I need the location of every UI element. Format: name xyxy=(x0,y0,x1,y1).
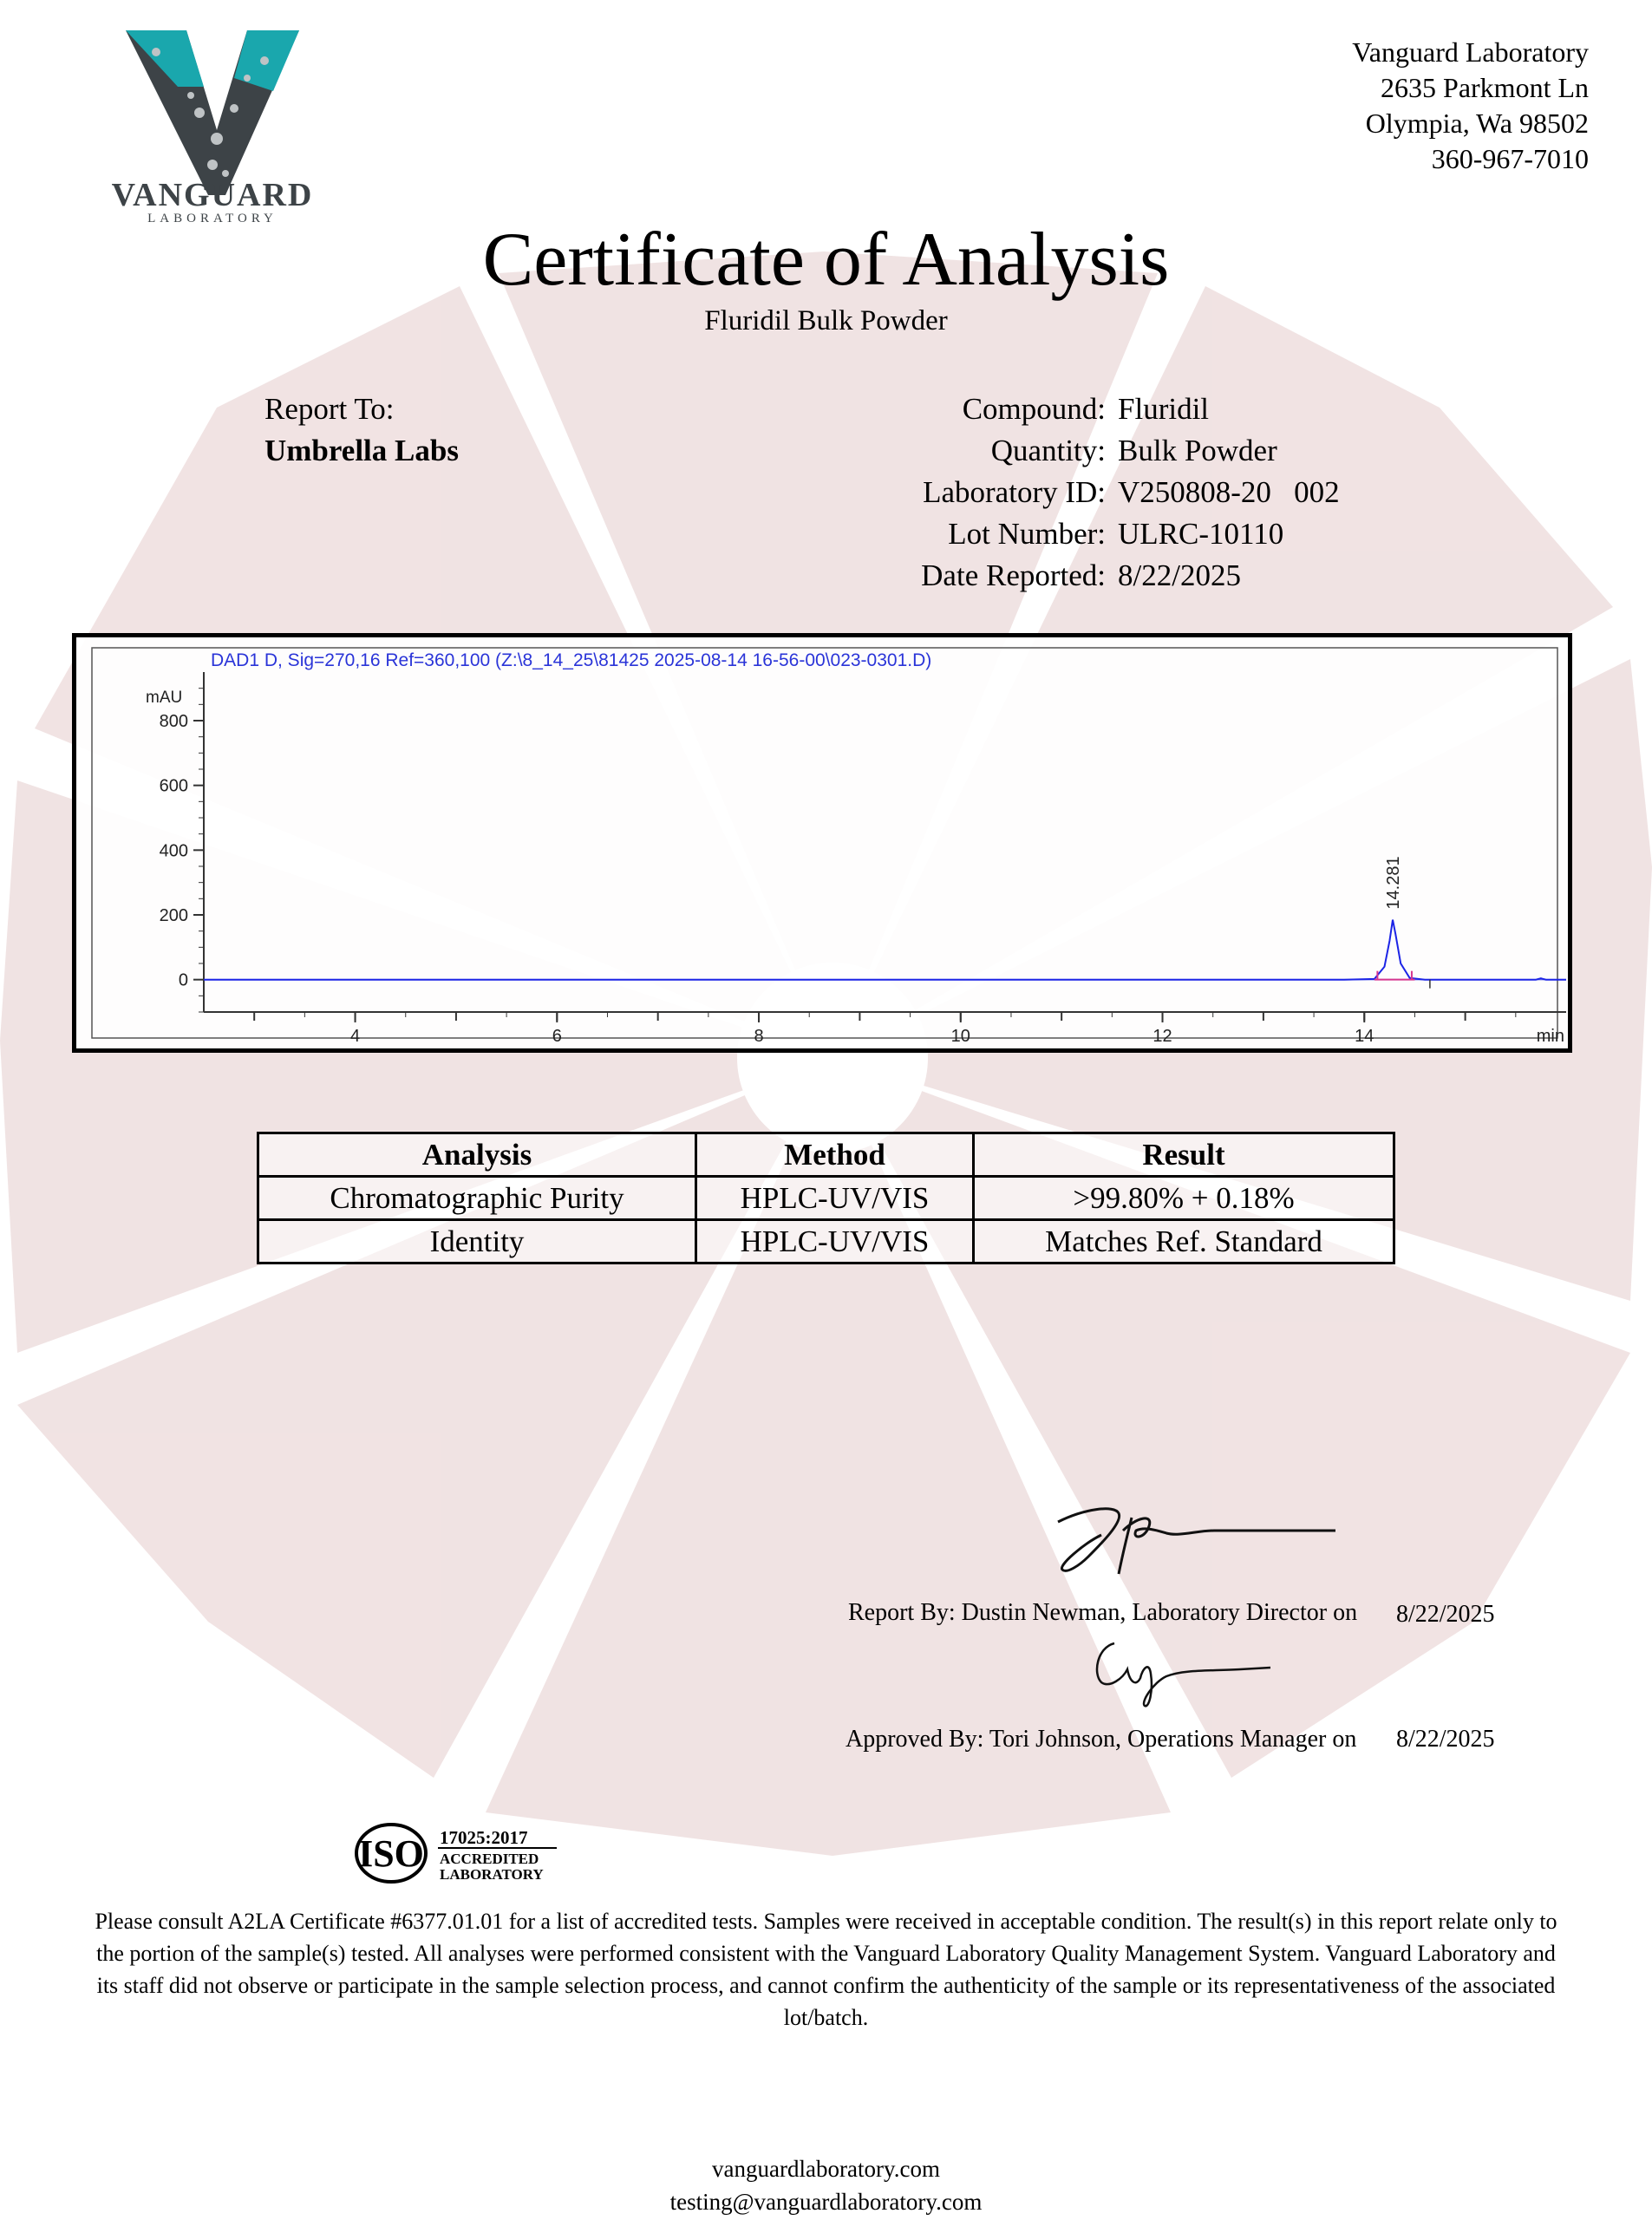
y-tick-label: 400 xyxy=(159,841,188,861)
y-tick-label: 200 xyxy=(159,906,188,925)
approved-by-text: Approved By: Tori Johnson, Operations Manager on xyxy=(846,1726,1357,1753)
sample-details xyxy=(867,388,1340,597)
report-by-line xyxy=(848,1599,1357,1627)
table-cell: HPLC-UV/VIS xyxy=(696,1177,974,1220)
iso-text: ISO xyxy=(358,1832,424,1875)
x-tick-label: 12 xyxy=(1152,1027,1172,1046)
detail-value: 8/22/2025 xyxy=(1118,558,1241,592)
chromatogram-trace xyxy=(204,920,1566,980)
table-cell: HPLC-UV/VIS xyxy=(696,1220,974,1263)
disclaimer-text: Please consult A2LA Certificate #6377.01.01 for a list of accredited tests. Samples were received in acceptable condition. The result(s) in this report relate only to the portion of the sample(s) tested. All analyses were performed consistent with the Vanguard Laboratory Quality Management System. Vanguard Laboratory and its staff did not observe or participate in the sample selection process, and cannot confirm the authenticity of the sample or its representativeness of the associated lot/batch. xyxy=(95,1909,1557,2030)
table-header-row xyxy=(258,1133,1394,1177)
detail-value: Bulk Powder xyxy=(1118,434,1277,467)
director-signature xyxy=(1049,1492,1344,1587)
table-row xyxy=(258,1220,1394,1263)
table-cell: Identity xyxy=(258,1220,696,1263)
lab-phone: 360-967-7010 xyxy=(1431,143,1589,174)
column-header: Result xyxy=(974,1133,1394,1177)
y-tick-label: 800 xyxy=(159,712,188,731)
lab-name: Vanguard Laboratory xyxy=(1352,36,1589,68)
page-subtitle: Fluridil Bulk Powder xyxy=(704,305,948,336)
vanguard-logo xyxy=(95,26,330,225)
report-by-text: Report By: Dustin Newman, Laboratory Director on xyxy=(848,1599,1358,1626)
iso-accreditation-seal xyxy=(351,1821,559,1886)
footer-email[interactable]: testing@vanguardlaboratory.com xyxy=(669,2189,983,2215)
y-tick-label: 600 xyxy=(159,776,188,796)
y-axis-label: mAU xyxy=(146,689,183,707)
y-tick-label: 0 xyxy=(178,970,188,990)
x-axis-label: min xyxy=(1536,1027,1564,1046)
detail-label: Quantity: xyxy=(990,434,1106,467)
page-title: Certificate of Analysis xyxy=(482,218,1170,302)
detail-value: Fluridil xyxy=(1118,392,1210,426)
detail-value: ULRC-10110 xyxy=(1118,517,1284,551)
iso-line2: LABORATORY xyxy=(440,1866,544,1883)
logo-subtext: LABORATORY xyxy=(147,212,278,225)
chromatogram xyxy=(76,637,1568,1048)
iso-line1: ACCREDITED xyxy=(440,1851,539,1867)
table-cell: >99.80% + 0.18% xyxy=(974,1177,1394,1220)
logo-text: VANGUARD xyxy=(111,177,314,213)
iso-standard: 17025:2017 xyxy=(440,1827,528,1848)
approved-by-date: 8/22/2025 xyxy=(1396,1726,1495,1753)
detail-row xyxy=(867,430,1340,472)
table-cell: Chromatographic Purity xyxy=(258,1177,696,1220)
approved-by-line xyxy=(846,1726,1356,1753)
detail-row xyxy=(867,472,1340,513)
x-tick-label: 14 xyxy=(1355,1027,1374,1046)
detail-label: Laboratory ID: xyxy=(923,475,1106,509)
x-tick-label: 10 xyxy=(950,1027,970,1046)
manager-signature xyxy=(1088,1635,1279,1713)
detail-row xyxy=(867,513,1340,555)
table-cell: Matches Ref. Standard xyxy=(974,1220,1394,1263)
detail-row xyxy=(867,555,1340,597)
footer-website[interactable]: vanguardlaboratory.com xyxy=(712,2156,940,2182)
detail-label: Date Reported: xyxy=(921,558,1106,592)
report-to-label: Report To: xyxy=(264,392,395,426)
lab-address xyxy=(1352,35,1589,177)
peak-label: 14.281 xyxy=(1383,856,1403,910)
column-header: Analysis xyxy=(258,1133,696,1177)
results-table xyxy=(257,1132,1395,1264)
lab-city: Olympia, Wa 98502 xyxy=(1365,108,1589,139)
x-tick-label: 8 xyxy=(754,1027,764,1046)
x-tick-label: 4 xyxy=(349,1027,361,1046)
detail-label: Compound: xyxy=(962,392,1106,426)
report-to xyxy=(264,388,459,472)
report-to-name: Umbrella Labs xyxy=(264,434,459,467)
detail-value: V250808-20 002 xyxy=(1118,475,1340,509)
report-by-date: 8/22/2025 xyxy=(1396,1601,1495,1628)
chromatogram-frame xyxy=(72,633,1572,1053)
x-tick-label: 6 xyxy=(552,1027,562,1046)
chart-title: DAD1 D, Sig=270,16 Ref=360,100 (Z:\8_14_25\81425 2025-08-14 16-56-00\023-0301.D) xyxy=(211,650,932,670)
column-header: Method xyxy=(696,1133,974,1177)
table-row xyxy=(258,1177,1394,1220)
detail-label: Lot Number: xyxy=(948,517,1106,551)
lab-street: 2635 Parkmont Ln xyxy=(1381,72,1589,103)
detail-row xyxy=(867,388,1340,430)
